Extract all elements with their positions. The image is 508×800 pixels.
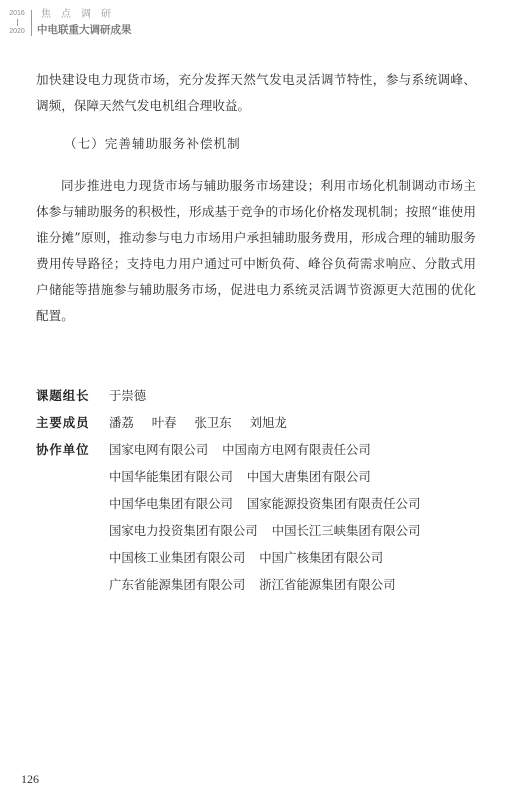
unit-name: 国家电力投资集团有限公司 [109,523,258,538]
units-label: 协作单位 [36,442,90,457]
units-row [36,436,486,598]
unit-name: 国家能源投资集团有限责任公司 [246,496,421,511]
unit-line [109,571,410,598]
unit-name: 中国南方电网有限责任公司 [222,442,371,457]
unit-name: 中国核工业集团有限公司 [109,550,246,565]
leader-label: 课题组长 [36,388,90,403]
unit-name: 广东省能源集团有限公司 [109,577,246,592]
header-divider [31,10,32,36]
running-header [7,9,227,41]
member-name: 潘荔 [109,415,134,430]
members-label: 主要成员 [36,415,90,430]
unit-name: 中国华能集团有限公司 [109,469,233,484]
year-separator [17,19,18,26]
section-heading: （七）完善辅助服务补偿机制 [64,136,241,151]
unit-line [109,436,385,463]
members-row [36,409,486,436]
page-number: 126 [21,772,39,786]
unit-name: 浙江省能源集团有限公司 [259,577,396,592]
unit-name: 中国华电集团有限公司 [109,496,233,511]
paragraph-2: 同步推进电力现货市场与辅助服务市场建设；利用市场化机制调动市场主体参与辅助服务的积极性，形成基于竞争的市场化价格发现机制；按照“谁使用谁分摊”原则，推动参与电力市场用户承担辅助服务费用，形成合理的辅助服务费用传导路径；支持电力用户通过可中断负荷、峰谷负荷需求响应、分散式用户储能等措施参与辅助服务市场，促进电力系统灵活调节资源更大范围的优化配置。 [36,178,476,323]
paragraph-1: 加快建设电力现货市场，充分发挥天然气发电灵活调节特性，参与系统调峰、调频，保障天然气发电机组合理收益。 [36,72,476,113]
member-name: 刘旭龙 [249,415,287,430]
year-start: 2016 [9,10,25,17]
unit-name: 中国大唐集团有限公司 [246,469,371,484]
credits-block [36,382,486,598]
year-end: 2020 [9,28,25,35]
leader-name: 于崇德 [109,388,147,403]
book-title: 中电联重大调研成果 [37,24,132,36]
unit-line [109,490,434,517]
unit-name: 中国广核集团有限公司 [259,550,384,565]
members-list [109,409,301,436]
unit-name: 国家电网有限公司 [109,442,209,457]
member-name: 张卫东 [194,415,232,430]
series-title: 焦点调研 [41,9,121,20]
unit-line [109,544,397,571]
member-name: 叶春 [151,415,177,430]
unit-line [109,517,434,544]
leader-row [36,382,486,409]
unit-name: 中国长江三峡集团有限公司 [271,523,421,538]
unit-line [109,463,385,490]
year-range [7,9,27,36]
